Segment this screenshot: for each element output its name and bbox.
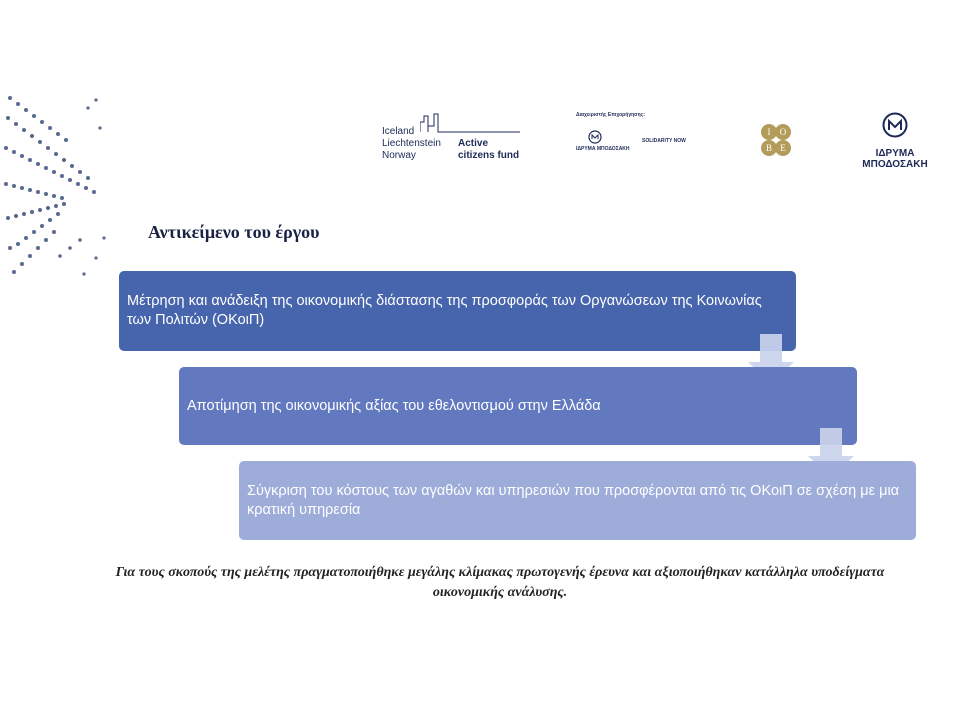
svg-text:E: E <box>780 143 786 153</box>
svg-text:B: B <box>765 143 773 153</box>
bodossaki-emblem-large-icon <box>882 112 908 138</box>
bodossaki-foundation-logo <box>856 112 934 170</box>
step-1-text: Μέτρηση και ανάδειξη της οικονομικής διάστασης της προσφοράς των Οργανώσεων της Κοινωνίας των Πολιτών (ΟΚοιΠ) <box>127 293 762 328</box>
step-2-box <box>179 367 857 445</box>
step-3-text: Σύγκριση του κόστους των αγαθών και υπηρεσιών που προσφέρονται από τις ΟΚοιΠ σε σχέση με μια κρατική υπηρεσία <box>247 482 900 518</box>
step-3-box <box>239 461 916 540</box>
bodossaki-emblem-icon <box>588 130 602 144</box>
eea-fund-name: Active citizens fund <box>458 138 520 161</box>
bodossaki-small-name: ΙΔΡΥΜΑ ΜΠΟΔΟΣΑΚΗ <box>576 146 630 152</box>
iobe-logo <box>754 120 798 160</box>
bodossaki-foundation-name: ΙΔΡΥΜΑ ΜΠΟΔΟΣΑΚΗ <box>862 148 928 170</box>
crowd-illustration <box>0 88 112 284</box>
grant-management-caption: Διαχειριστής Επιχορήγησης: <box>576 112 645 118</box>
methodology-note: Για τους σκοπούς της μελέτης πραγματοποιήθηκε μεγάλης κλίμακας πρωτογενής έρευνα και αξιοποιήθηκαν κατάλληλα υποδείγματα οικονομικής ανάλυσης. <box>115 565 885 600</box>
active-citizens-fund-logo <box>382 112 522 164</box>
svg-text:O: O <box>779 127 787 137</box>
eea-countries: Iceland Liechtenstein Norway <box>382 126 441 161</box>
grant-management-logos <box>574 112 686 164</box>
step-1-box <box>119 271 796 351</box>
step-2-text: Αποτίμηση της οικονομικής αξίας του εθελοντισμού στην Ελλάδα <box>187 397 601 414</box>
solidarity-now-logo: SOLIDARITY NOW <box>642 138 686 144</box>
page-title: Αντικείμενο του έργου <box>148 222 320 242</box>
svg-text:I: I <box>767 127 771 137</box>
